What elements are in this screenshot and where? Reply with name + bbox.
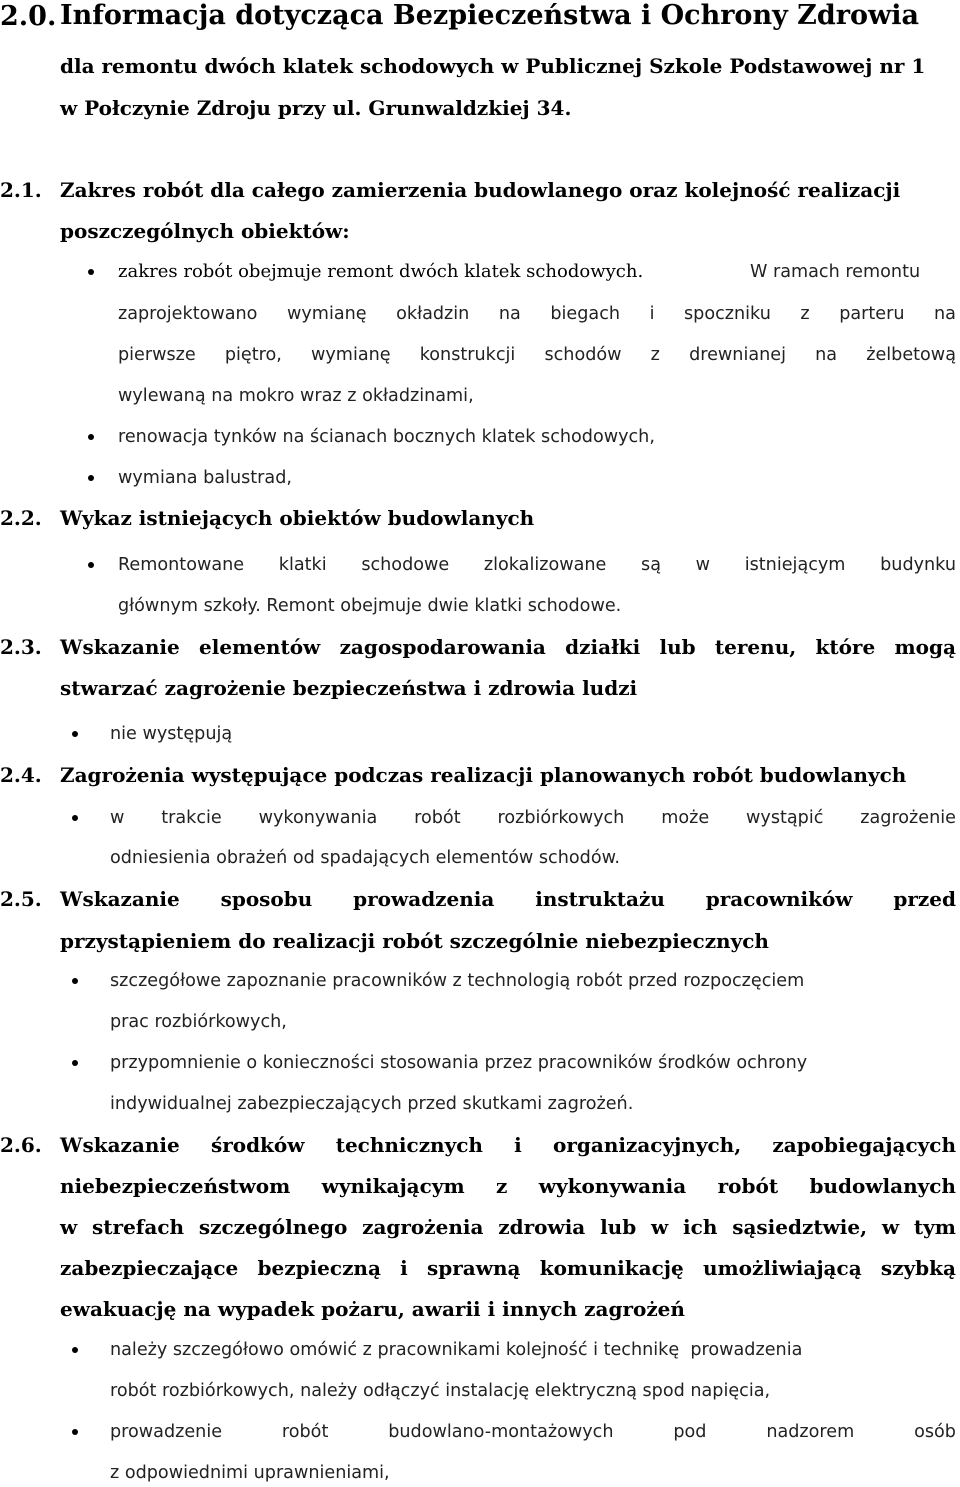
s26-bullet-2-line-2: z odpowiednimi uprawnieniami, (110, 1463, 390, 1483)
bullet-icon (88, 269, 94, 275)
s25-bullet-2-line-2: indywidualnej zabezpieczających przed skutkami zagrożeń. (110, 1094, 634, 1114)
section-2-3-number: 2.3. (0, 635, 42, 659)
bullet-icon (72, 1347, 78, 1353)
section-2-2-heading: Wykaz istniejących obiektów budowlanych (60, 506, 535, 530)
s23-bullet-1: nie występują (110, 724, 233, 744)
s22-bullet-1-line-1: Remontowane klatki schodowe zlokalizowane są w istniejącym budynku (118, 555, 956, 575)
section-2-6-heading-line-1: Wskazanie środków technicznych i organizacyjnych, zapobiegających (60, 1133, 956, 1157)
s25-bullet-1-line-2: prac rozbiórkowych, (110, 1012, 287, 1032)
bullet-icon (88, 434, 94, 440)
section-2-6-heading-line-4: zabezpieczające bezpieczną i sprawną komunikację umożliwiającą szybką (60, 1256, 956, 1280)
s22-bullet-1-line-2: głównym szkoły. Remont obejmuje dwie klatki schodowe. (118, 596, 622, 616)
section-2-6-number: 2.6. (0, 1133, 42, 1157)
s21-bullet-2: renowacja tynków na ścianach bocznych klatek schodowych, (118, 427, 655, 447)
s26-bullet-1-line-1: należy szczegółowo omówić z pracownikami kolejność i technikę prowadzenia (110, 1340, 803, 1360)
page-title: Informacja dotycząca Bezpieczeństwa i Ochrony Zdrowia (60, 0, 919, 31)
s25-bullet-1-line-1: szczegółowe zapoznanie pracowników z technologią robót przed rozpoczęciem (110, 971, 805, 991)
section-2-5-heading-line-1: Wskazanie sposobu prowadzenia instruktażu pracowników przed (60, 887, 956, 911)
bullet-icon (72, 1429, 78, 1435)
bullet-icon (72, 815, 78, 821)
title-subline-1: dla remontu dwóch klatek schodowych w Publicznej Szkole Podstawowej nr 1 (60, 54, 926, 78)
s25-bullet-2-line-1: przypomnienie o konieczności stosowania przez pracowników środków ochrony (110, 1053, 808, 1073)
s26-bullet-1-line-2: robót rozbiórkowych, należy odłączyć instalację elektryczną spod napięcia, (110, 1381, 771, 1401)
section-2-6-heading-line-2: niebezpieczeństwom wynikającym z wykonywania robót budowlanych (60, 1174, 956, 1198)
title-subline-2: w Połczynie Zdroju przy ul. Grunwaldzkiej 34. (60, 96, 572, 120)
bullet-icon (88, 562, 94, 568)
section-2-6-heading-line-5: ewakuację na wypadek pożaru, awarii i innych zagrożeń (60, 1297, 685, 1321)
section-2-4-number: 2.4. (0, 763, 42, 787)
s21-bullet-1-line-1b: W ramach remontu (750, 262, 921, 282)
bullet-icon (88, 475, 94, 481)
section-2-1-heading-line-1: Zakres robót dla całego zamierzenia budowlanego oraz kolejność realizacji (60, 178, 901, 202)
section-2-5-number: 2.5. (0, 887, 42, 911)
section-2-2-number: 2.2. (0, 506, 42, 530)
s24-bullet-1-line-2: odniesienia obrażeń od spadających elementów schodów. (110, 848, 620, 868)
section-2-4-heading: Zagrożenia występujące podczas realizacji planowanych robót budowlanych (60, 763, 907, 787)
s21-bullet-1-line-2: zaprojektowano wymianę okładzin na biegach i spoczniku z parteru na (118, 304, 956, 324)
section-2-5-heading-line-2: przystąpieniem do realizacji robót szczególnie niebezpiecznych (60, 929, 769, 953)
section-2-3-heading-line-2: stwarzać zagrożenie bezpieczeństwa i zdrowia ludzi (60, 676, 638, 700)
s21-bullet-1-line-4: wylewaną na mokro wraz z okładzinami, (118, 386, 474, 406)
section-2-6-heading-line-3: w strefach szczególnego zagrożenia zdrowia lub w ich sąsiedztwie, w tym (60, 1215, 956, 1239)
s21-bullet-3: wymiana balustrad, (118, 468, 292, 488)
s24-bullet-1-line-1: w trakcie wykonywania robót rozbiórkowych może wystąpić zagrożenie (110, 808, 956, 828)
section-2-1-number: 2.1. (0, 178, 42, 202)
s21-bullet-1-line-1a: zakres robót obejmuje remont dwóch klatek schodowych. (118, 261, 644, 282)
title-number: 2.0. (0, 1, 57, 32)
s26-bullet-2-line-1: prowadzenie robót budowlano-montażowych pod nadzorem osób (110, 1422, 956, 1442)
section-2-3-heading-line-1: Wskazanie elementów zagospodarowania działki lub terenu, które mogą (60, 635, 956, 659)
section-2-1-heading-line-2: poszczególnych obiektów: (60, 219, 350, 243)
bullet-icon (72, 731, 78, 737)
bullet-icon (72, 978, 78, 984)
s21-bullet-1-line-3: pierwsze piętro, wymianę konstrukcji schodów z drewnianej na żelbetową (118, 345, 956, 365)
bullet-icon (72, 1060, 78, 1066)
